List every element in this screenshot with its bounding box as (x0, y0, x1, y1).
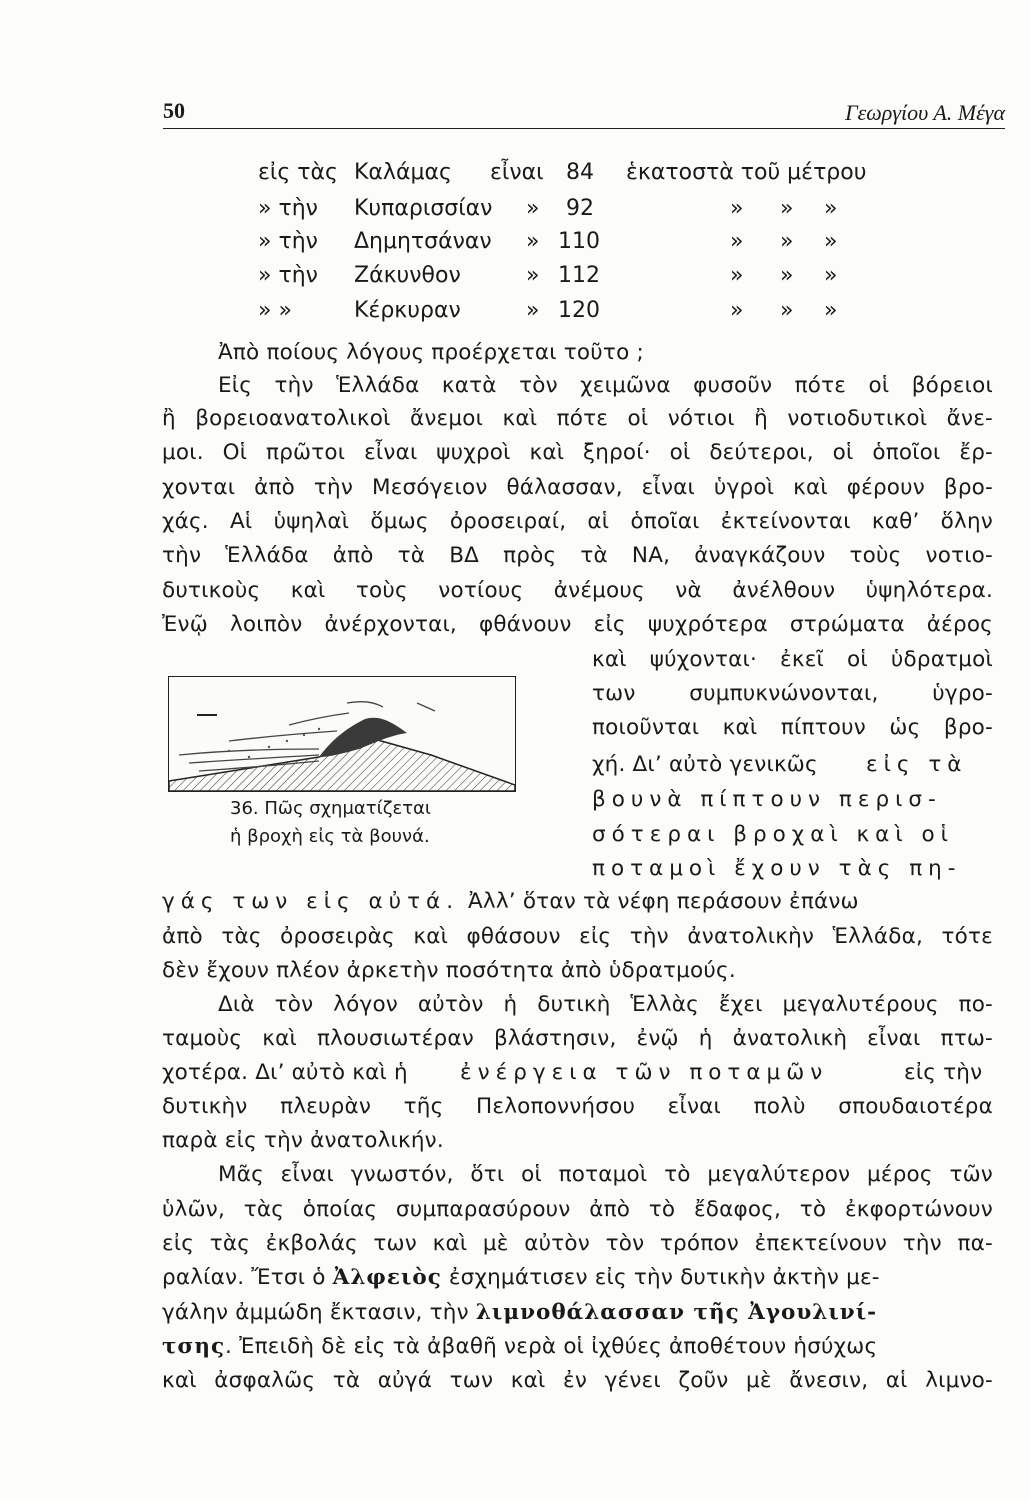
text-line: χονται ἀπὸ τὴν Μεσόγειον θάλασσαν, εἶναι ὑγροὶ καὶ φέρουν βρο- (162, 475, 993, 500)
text-line: ἢ βορειοανατολικοὶ ἄνεμοι καὶ πότε οἱ νότιοι ἢ νοτιοδυτικοὶ ἄνε- (162, 406, 993, 431)
bold-term-lagoon-end: τσης (162, 1334, 226, 1359)
text-line: γάς των εἰς αὐτά. (162, 889, 460, 914)
text-line: των συμπυκνώνονται, ὑγρο- (592, 681, 993, 706)
mountain-rain-illustration (169, 677, 515, 791)
bold-term-alfeios: Ἀλφειὸς (332, 1265, 442, 1290)
text-line: σότεραι βροχαὶ καὶ οἱ (592, 822, 954, 847)
text-line: χοτέρα. Δι’ αὐτὸ καὶ ἡ ἐνέργεια τῶν ποταμῶν εἰς τὴν (162, 1060, 983, 1085)
text-line: βουνὰ πίπτουν περισ- (592, 787, 942, 812)
table-row: » τὴν Δημητσάναν » 110 » » » (258, 229, 838, 254)
text-line: Ἀπὸ ποίους λόγους προέρχεται τοῦτο ; (218, 340, 644, 365)
table-row: » » Κέρκυραν » 120 » » » (258, 298, 838, 323)
text-line: ὑλῶν, τὰς ὁποίας συμπαρασύρουν ἀπὸ τὸ ἔδαφος, τὸ ἐκφορτώνουν (162, 1197, 993, 1222)
text-line: χάς. Αἱ ὑψηλαὶ ὅμως ὀροσειραί, αἱ ὁποῖαι ἐκτείνονται καθ’ ὅλην (162, 509, 993, 534)
text-line: ποταμοὶ ἔχουν τὰς πη- (592, 856, 962, 881)
figure-caption: 36. Πῶς σχηματίζεται (230, 798, 432, 819)
text-line: μοι. Οἱ πρῶτοι εἶναι ψυχροὶ καὶ ξηροί· οἱ δεύτεροι, οἱ ὁποῖοι ἔρ- (162, 440, 993, 465)
text-line: καὶ ψύχονται· ἐκεῖ οἱ ὑδρατμοὶ (592, 647, 993, 672)
text-line: χή. Δι’ αὐτὸ γενικῶς εἰς τὰ (592, 752, 968, 777)
table-row: » τὴν Ζάκυνθον » 112 » » » (258, 263, 838, 288)
rain-mountain-figure (168, 676, 516, 792)
text-line: ραλίαν. Ἔτσι ὁ Ἀλφειὸς ἐσχημάτισεν εἰς τὴν δυτικὴν ἀκτὴν με- (162, 1265, 880, 1290)
text-line: τὴν Ἑλλάδα ἀπὸ τὰ ΒΔ πρὸς τὰ ΝΑ, ἀναγκάζουν τοὺς νοτιο- (162, 543, 993, 568)
text-line: ταμοὺς καὶ πλουσιωτέραν βλάστησιν, ἐνῷ ἡ ἀνατολικὴ εἶναι πτω- (162, 1026, 993, 1051)
text-line: Μᾶς εἶναι γνωστόν, ὅτι οἱ ποταμοὶ τὸ μεγαλύτερον μέρος τῶν (218, 1162, 993, 1187)
page-number: 50 (163, 98, 185, 123)
text-line: ἀπὸ τὰς ὀροσειρὰς καὶ φθάσουν εἰς τὴν ἀνατολικὴν Ἑλλάδα, τότε (162, 924, 993, 949)
page-header (163, 98, 1005, 129)
text-line: Διὰ τὸν λόγον αὐτὸν ἡ δυτικὴ Ἑλλὰς ἔχει μεγαλυτέρους πο- (218, 992, 993, 1017)
table-row: εἰς τὰς Καλάμας εἶναι 84 ἑκατοστὰ τοῦ μέτρου (258, 160, 867, 185)
text-line: Εἰς τὴν Ἑλλάδα κατὰ τὸν χειμῶνα φυσοῦν πότε οἱ βόρειοι (218, 373, 993, 398)
running-head: Γεωργίου Α. Μέγα (845, 100, 1005, 125)
text-line: δὲν ἔχουν πλέον ἀρκετὴν ποσότητα ἀπὸ ὑδρατμούς. (162, 958, 736, 983)
bold-term-lagoon: λιμνοθάλασσαν τῆς Ἀγουλινί- (475, 1300, 878, 1325)
text-line: Ἐνῷ λοιπὸν ἀνέρχονται, φθάνουν εἰς ψυχρότερα στρώματα ἀέρος (162, 612, 993, 637)
text-line: ποιοῦνται καὶ πίπτουν ὡς βρο- (592, 715, 993, 740)
figure-caption: ἡ βροχὴ εἰς τὰ βουνά. (230, 826, 430, 847)
text-line: εἰς τὰς ἐκβολάς των καὶ μὲ αὐτὸν τὸν τρόπον ἐπεκτείνουν τὴν πα- (162, 1231, 993, 1256)
table-row: » τὴν Κυπαρισσίαν » 92 » » » (258, 196, 838, 221)
text-line: δυτικὴν πλευρὰν τῆς Πελοποννήσου εἶναι πολὺ σπουδαιοτέρα (162, 1094, 993, 1119)
text-line: παρὰ εἰς τὴν ἀνατολικήν. (162, 1128, 444, 1153)
text-line: γάλην ἀμμώδη ἔκτασιν, τὴν λιμνοθάλασσαν τῆς Ἀγουλινί- (162, 1300, 878, 1325)
text-line: Ἀλλ’ ὅταν τὰ νέφη περάσουν ἐπάνω (468, 889, 859, 914)
text-line: τσης. Ἐπειδὴ δὲ εἰς τὰ ἀβαθῆ νερὰ οἱ ἰχθύες ἀποθέτουν ἡσύχως (162, 1334, 878, 1359)
text-line: δυτικοὺς καὶ τοὺς νοτίους ἀνέμους νὰ ἀνέλθουν ὑψηλότερα. (162, 578, 993, 603)
text-line: καὶ ἀσφαλῶς τὰ αὐγά των καὶ ἐν γένει ζοῦν μὲ ἄνεσιν, αἱ λιμνο- (162, 1368, 993, 1393)
